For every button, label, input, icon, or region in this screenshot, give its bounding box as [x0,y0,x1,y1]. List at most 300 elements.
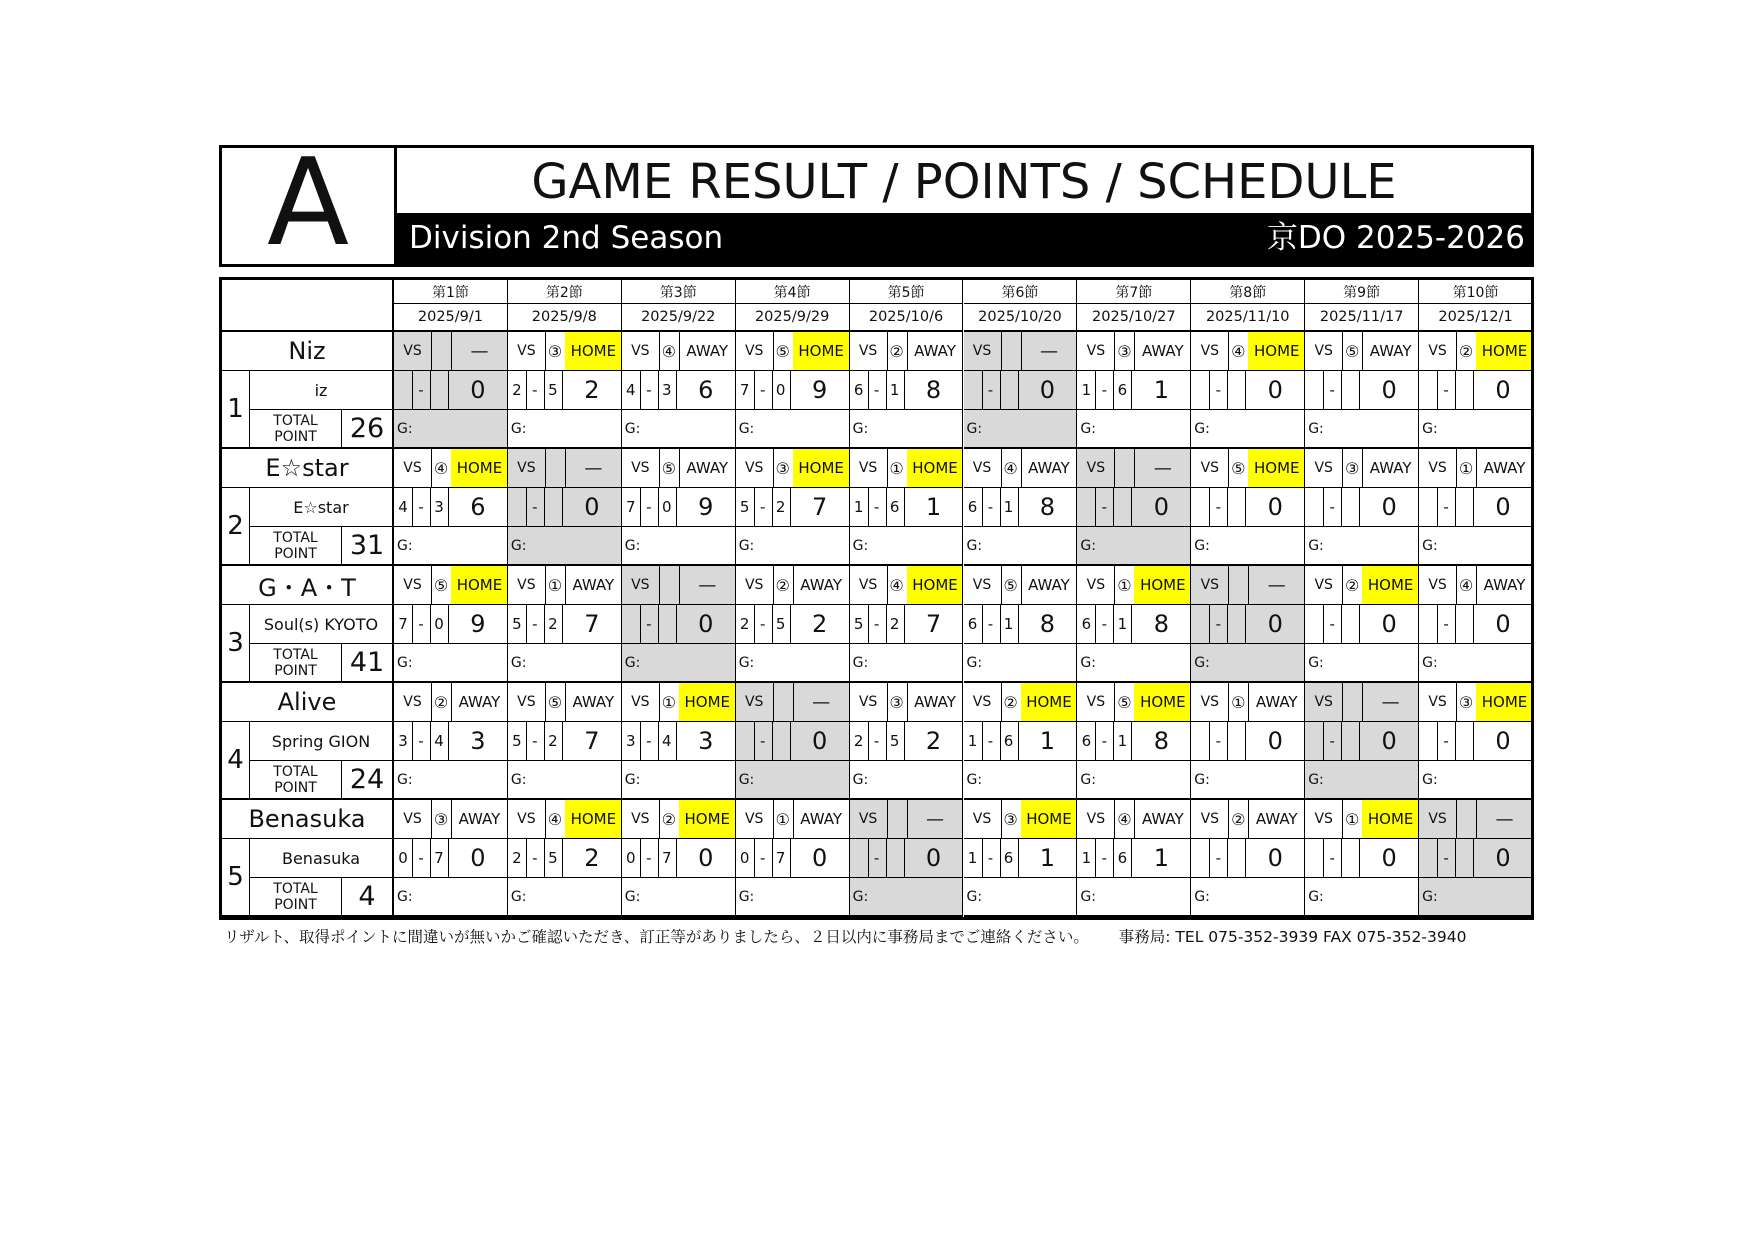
score-home [1305,839,1324,877]
score-cell [622,605,736,644]
bye-mark: — [1267,574,1286,596]
score-dash: - [640,371,659,409]
match-points: 0 [811,727,828,755]
vs-label: VS [508,800,546,838]
score-home [508,488,527,526]
ground-cell [622,410,736,449]
ground-label: G: [1422,537,1438,554]
ground-cell [508,878,622,917]
ground-cell [736,644,850,683]
ground-label: G: [966,771,983,788]
ground-cell [964,410,1078,449]
score-away: 2 [544,605,563,643]
total-point-value: 26 [342,410,394,449]
score-cell [736,839,850,878]
match-points: 9 [811,376,828,404]
opponent-blank [773,683,794,721]
away-badge: AWAY [1255,693,1298,711]
score-dash: - [640,488,659,526]
schedule-cell [1419,332,1533,371]
ground-label: G: [1194,420,1210,437]
score-away [886,839,905,877]
round-label: 第3節 [622,280,736,304]
score-home [1419,371,1438,409]
score-away [1341,488,1360,526]
ground-label: G: [1308,888,1324,905]
ground-cell [964,644,1078,683]
ground-cell [1419,410,1533,449]
score-home [1419,488,1438,526]
schedule-cell [622,683,736,722]
vs-label: VS [736,683,774,721]
match-points: 9 [698,493,714,521]
away-badge: AWAY [1141,810,1184,828]
away-badge: AWAY [1255,810,1298,828]
ground-cell [1305,527,1419,566]
round-date: 2025/11/17 [1305,304,1419,332]
vs-label: VS [1419,566,1457,604]
score-away: 4 [658,722,677,760]
score-away: 1 [1000,488,1019,526]
score-home: 3 [622,722,641,760]
ground-cell [736,878,850,917]
vs-label: VS [622,332,660,370]
schedule-cell [964,800,1078,839]
score-home: 0 [394,839,413,877]
team-number: 4 [222,722,250,800]
opponent-number: ③ [545,332,566,370]
score-home: 2 [508,371,527,409]
score-dash: - [982,722,1001,760]
schedule-cell [1191,683,1305,722]
ground-label: G: [1422,420,1438,437]
schedule-cell [508,332,622,371]
ground-cell [508,410,622,449]
schedule-cell [1305,332,1419,371]
score-dash: - [640,722,659,760]
score-cell [394,488,508,527]
ground-cell [622,878,736,917]
total-point-value: 24 [342,761,394,800]
score-home [1191,488,1210,526]
score-home [1305,722,1324,760]
score-away: 6 [1113,839,1132,877]
score-cell [1191,371,1305,410]
score-home [622,605,641,643]
score-cell [850,371,964,410]
round-date: 2025/12/1 [1419,304,1533,332]
away-badge: AWAY [458,810,501,828]
match-points: 0 [1267,376,1283,404]
vs-label: VS [1191,332,1229,370]
ground-label: G: [1080,537,1096,554]
score-dash: - [1209,488,1228,526]
vs-label: VS [394,683,432,721]
opponent-number: ④ [1228,332,1249,370]
schedule-cell [1077,332,1191,371]
footnote-message: リザルト、取得ポイントに間違いが無いかご確認いただき、訂正等がありましたら、２日以内に事務局までご連絡ください。 [224,928,1089,946]
schedule-cell [1077,566,1191,605]
match-points: 0 [1267,493,1283,521]
vs-label: VS [850,800,888,838]
score-dash: - [1209,839,1228,877]
ground-cell [1077,527,1191,566]
score-away: 6 [1000,839,1019,877]
score-away [1113,488,1132,526]
score-cell [1305,371,1419,410]
ground-label: G: [624,537,641,554]
score-away [1227,488,1246,526]
score-dash: - [1437,488,1456,526]
match-points: 8 [925,376,942,404]
season-bar [397,213,1531,264]
score-dash: - [754,722,773,760]
score-home [1191,722,1210,760]
point-label: POINT [274,545,317,562]
opponent-number: ④ [1001,449,1022,487]
score-home [850,839,869,877]
match-points: 8 [1153,610,1169,638]
schedule-cell [1191,800,1305,839]
schedule-cell [1191,332,1305,371]
opponent-number: ① [545,566,566,604]
ground-cell [1077,878,1191,917]
score-away [1341,722,1360,760]
bye-mark: — [1381,691,1400,713]
ground-label: G: [1308,420,1324,437]
team-number: 1 [222,371,250,449]
point-label: POINT [274,662,317,679]
ground-label: G: [1308,654,1324,671]
ground-label: G: [397,420,413,437]
ground-cell [622,761,736,800]
opponent-number: ② [773,566,794,604]
away-badge: AWAY [1483,459,1526,477]
score-cell [964,722,1078,761]
schedule-cell [850,449,964,488]
match-points: 2 [584,376,600,404]
match-points: 2 [811,610,828,638]
score-home: 4 [394,488,413,526]
ground-label: G: [624,420,641,437]
score-dash: - [412,371,431,409]
score-away [1341,371,1360,409]
opponent-number: ③ [1456,683,1477,721]
opponent-number: ① [1342,800,1363,838]
match-points: 0 [811,844,828,872]
score-away: 1 [1000,605,1019,643]
score-away: 1 [1113,722,1132,760]
score-cell [850,488,964,527]
ground-label: G: [738,420,755,437]
ground-label: G: [1080,654,1096,671]
ground-label: G: [1080,888,1096,905]
vs-label: VS [964,332,1002,370]
score-away [1227,722,1246,760]
season-label: Division 2nd Season [409,220,724,256]
round-date: 2025/9/22 [622,304,736,332]
home-badge: HOME [907,566,964,604]
ground-label: G: [852,888,869,905]
score-dash: - [868,605,887,643]
match-points: 0 [1495,844,1511,872]
vs-label: VS [1305,566,1343,604]
ground-label: G: [1308,537,1324,554]
away-badge: AWAY [1028,459,1070,477]
score-away [658,605,677,643]
vs-label: VS [850,566,888,604]
match-points: 0 [1381,727,1397,755]
score-dash: - [1209,371,1228,409]
bye-mark: — [470,340,489,362]
schedule-cell [850,683,964,722]
score-home: 2 [508,839,527,877]
score-cell [736,371,850,410]
vs-label: VS [622,566,660,604]
team-number: 5 [222,839,250,917]
score-away [1227,371,1246,409]
away-badge: AWAY [458,693,501,711]
score-cell [1077,722,1191,761]
ground-label: G: [966,654,983,671]
away-badge: AWAY [1369,459,1412,477]
header-corner [222,280,394,332]
score-cell [850,605,964,644]
opponent-number: ③ [1001,800,1022,838]
vs-label: VS [1077,800,1115,838]
schedule-cell [1077,683,1191,722]
vs-label: VS [508,566,546,604]
away-badge: AWAY [686,342,729,360]
opponent-number: ① [1456,449,1477,487]
bye-mark: — [812,691,831,713]
vs-label: VS [1077,332,1115,370]
match-points: 0 [1495,493,1511,521]
score-away: 7 [658,839,677,877]
schedule-cell [622,332,736,371]
opponent-number: ④ [545,800,566,838]
score-away: 7 [772,839,791,877]
total-label: TOTAL [273,880,318,897]
score-away: 1 [886,371,905,409]
total-point-value: 31 [342,527,394,566]
match-points: 0 [925,844,942,872]
score-away [1227,605,1246,643]
round-date: 2025/11/10 [1191,304,1305,332]
vs-label: VS [736,566,774,604]
score-home: 4 [622,371,641,409]
ground-label: G: [1080,771,1096,788]
score-away: 6 [886,488,905,526]
vs-label: VS [508,683,546,721]
score-dash: - [1095,488,1114,526]
team-subname: Spring GION [250,722,394,761]
score-cell [1077,488,1191,527]
home-badge: HOME [1362,566,1419,604]
schedule-cell [1305,449,1419,488]
ground-cell [1305,410,1419,449]
vs-label: VS [1077,566,1115,604]
score-away [430,371,449,409]
match-points: 6 [698,376,714,404]
score-away: 5 [544,839,563,877]
point-label: POINT [274,896,317,913]
ground-label: G: [510,771,527,788]
score-home: 7 [736,371,755,409]
schedule-cell [736,800,850,839]
score-dash: - [754,488,773,526]
opponent-number: ⑤ [1001,566,1022,604]
team-subname: E☆star [250,488,394,527]
round-label: 第8節 [1191,280,1305,304]
vs-label: VS [508,332,546,370]
vs-label: VS [394,332,432,370]
match-points: 0 [1381,610,1397,638]
round-date: 2025/10/20 [964,304,1078,332]
score-dash: - [1095,722,1114,760]
home-badge: HOME [1134,683,1191,721]
ground-cell [1191,878,1305,917]
schedule-cell [508,800,622,839]
ground-cell [850,644,964,683]
schedule-cell [1305,800,1419,839]
score-home: 1 [850,488,869,526]
score-dash: - [982,605,1001,643]
ground-label: G: [738,771,755,788]
opponent-blank [887,800,908,838]
ground-label: G: [738,654,755,671]
ground-cell [394,644,508,683]
score-home: 6 [850,371,869,409]
ground-cell [394,527,508,566]
score-dash: - [526,839,545,877]
ground-cell [1077,761,1191,800]
schedule-cell [394,332,508,371]
score-cell [1191,722,1305,761]
schedule-cell [1305,683,1419,722]
schedule-cell [508,683,622,722]
schedule-cell [1419,800,1533,839]
ground-cell [622,527,736,566]
ground-label: G: [1422,771,1438,788]
match-points: 0 [1039,376,1056,404]
ground-label: G: [397,654,413,671]
footnote [224,925,1466,947]
vs-label: VS [622,449,660,487]
score-cell [394,722,508,761]
opponent-number: ⑤ [1114,683,1135,721]
vs-label: VS [1191,800,1229,838]
score-home: 5 [850,605,869,643]
score-home [1305,488,1324,526]
score-dash: - [526,722,545,760]
score-home: 2 [736,605,755,643]
ground-label: G: [510,537,527,554]
score-cell [622,839,736,878]
score-dash: - [1323,371,1342,409]
home-badge: HOME [1248,332,1305,370]
score-away: 0 [658,488,677,526]
opponent-number: ⑤ [659,449,680,487]
ground-label: G: [966,537,983,554]
score-dash: - [526,371,545,409]
score-home [1419,839,1438,877]
ground-cell [736,527,850,566]
division-letter: A [222,148,397,264]
score-away: 4 [430,722,449,760]
match-points: 8 [1039,493,1056,521]
match-points: 3 [470,727,486,755]
match-points: 7 [584,727,600,755]
ground-label: G: [966,420,983,437]
score-away [1341,839,1360,877]
score-away: 6 [1113,371,1132,409]
away-badge: AWAY [572,693,615,711]
score-dash: - [640,605,659,643]
home-badge: HOME [1134,566,1191,604]
match-points: 8 [1039,610,1056,638]
score-cell [1305,839,1419,878]
match-points: 0 [698,844,714,872]
schedule-cell [1077,449,1191,488]
ground-cell [1077,410,1191,449]
round-date: 2025/10/27 [1077,304,1191,332]
ground-label: G: [624,654,641,671]
away-badge: AWAY [686,459,729,477]
team-name: E☆star [222,449,394,488]
opponent-number: ① [659,683,680,721]
match-points: 0 [1267,727,1283,755]
score-away [1455,605,1474,643]
score-dash: - [526,488,545,526]
total-label: TOTAL [273,529,318,546]
schedule-cell [394,683,508,722]
vs-label: VS [736,800,774,838]
score-away [1341,605,1360,643]
home-badge: HOME [907,449,964,487]
opponent-number: ② [1001,683,1022,721]
score-dash: - [412,605,431,643]
match-points: 0 [1381,376,1397,404]
score-away: 2 [772,488,791,526]
score-cell [1419,839,1533,878]
score-away [772,722,791,760]
match-points: 0 [1495,376,1511,404]
vs-label: VS [1305,332,1343,370]
score-dash: - [640,839,659,877]
team-name: Alive [222,683,394,722]
away-badge: AWAY [800,810,842,828]
ground-label: G: [624,771,641,788]
schedule-cell [736,449,850,488]
score-dash: - [982,371,1001,409]
match-points: 3 [698,727,714,755]
opponent-number: ⑤ [545,683,566,721]
opponent-number: ② [1228,800,1249,838]
ground-cell [850,761,964,800]
ground-label: G: [1308,771,1324,788]
vs-label: VS [394,800,432,838]
schedule-cell [508,449,622,488]
score-dash: - [868,371,887,409]
match-points: 0 [698,610,714,638]
schedule-cell [622,800,736,839]
score-cell [622,722,736,761]
score-cell [850,839,964,878]
score-dash: - [1209,605,1228,643]
score-home: 1 [964,722,983,760]
bye-mark: — [584,457,603,479]
